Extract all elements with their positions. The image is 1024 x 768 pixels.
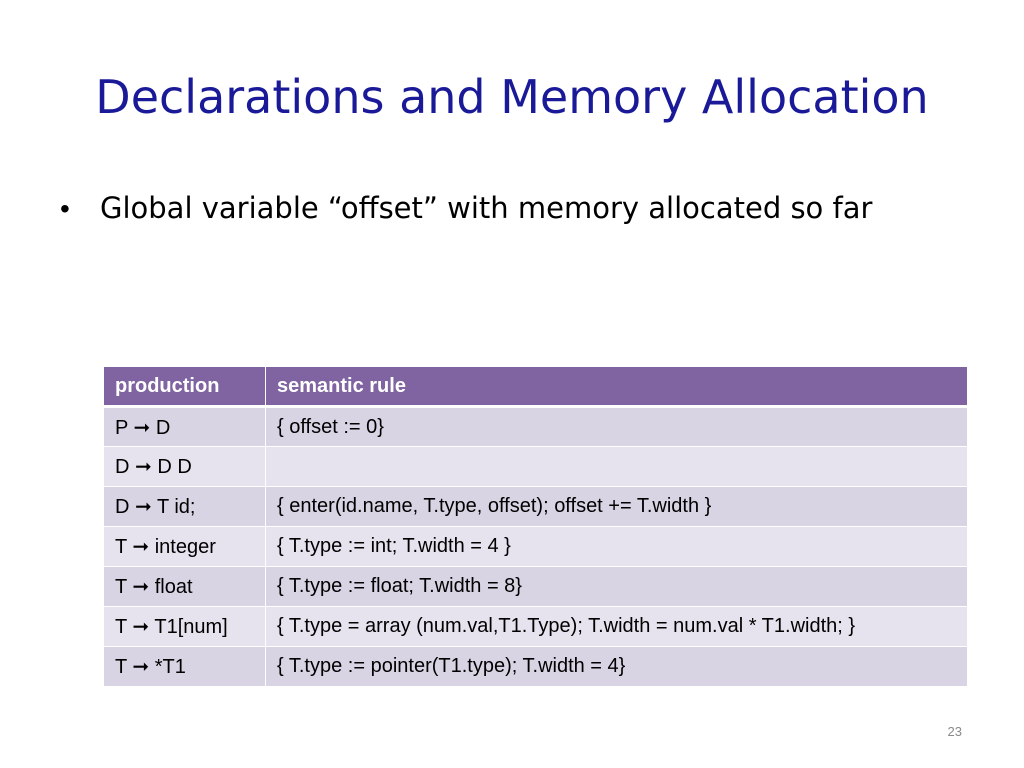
bullet-list <box>60 186 1000 231</box>
production-cell: T ➞ T1[num] <box>104 607 266 647</box>
semantic-rule-cell <box>266 447 968 487</box>
table-row <box>104 527 968 567</box>
page-number: 23 <box>947 724 962 739</box>
table-row <box>104 487 968 527</box>
semantic-rule-cell: { T.type := pointer(T1.type); T.width = 4} <box>266 647 968 687</box>
semantic-rule-cell: { T.type = array (num.val,T1.Type); T.width = num.val * T1.width; } <box>266 607 968 647</box>
header-semantic-rule: semantic rule <box>266 367 968 407</box>
semantic-rule-cell: { T.type := int; T.width = 4 } <box>266 527 968 567</box>
production-cell: T ➞ float <box>104 567 266 607</box>
production-cell: D ➞ D D <box>104 447 266 487</box>
production-cell: T ➞ integer <box>104 527 266 567</box>
semantic-rule-cell: { T.type := float; T.width = 8} <box>266 567 968 607</box>
slide-title: Declarations and Memory Allocation <box>95 70 929 124</box>
table-row <box>104 407 968 447</box>
header-production: production <box>104 367 266 407</box>
table-row <box>104 567 968 607</box>
semantic-rule-cell: { offset := 0} <box>266 407 968 447</box>
table-row <box>104 447 968 487</box>
bullet-item <box>60 186 1000 231</box>
production-cell: P ➞ D <box>104 407 266 447</box>
production-cell: D ➞ T id; <box>104 487 266 527</box>
table-row <box>104 607 968 647</box>
table-header-row <box>104 367 968 407</box>
bullet-text: Global variable “offset” with memory allocated so far <box>100 191 873 225</box>
bullet-dot-icon: • <box>60 193 70 224</box>
production-cell: T ➞ *T1 <box>104 647 266 687</box>
semantic-rule-cell: { enter(id.name, T.type, offset); offset += T.width } <box>266 487 968 527</box>
table-row <box>104 647 968 687</box>
semantic-rules-table <box>103 366 968 687</box>
